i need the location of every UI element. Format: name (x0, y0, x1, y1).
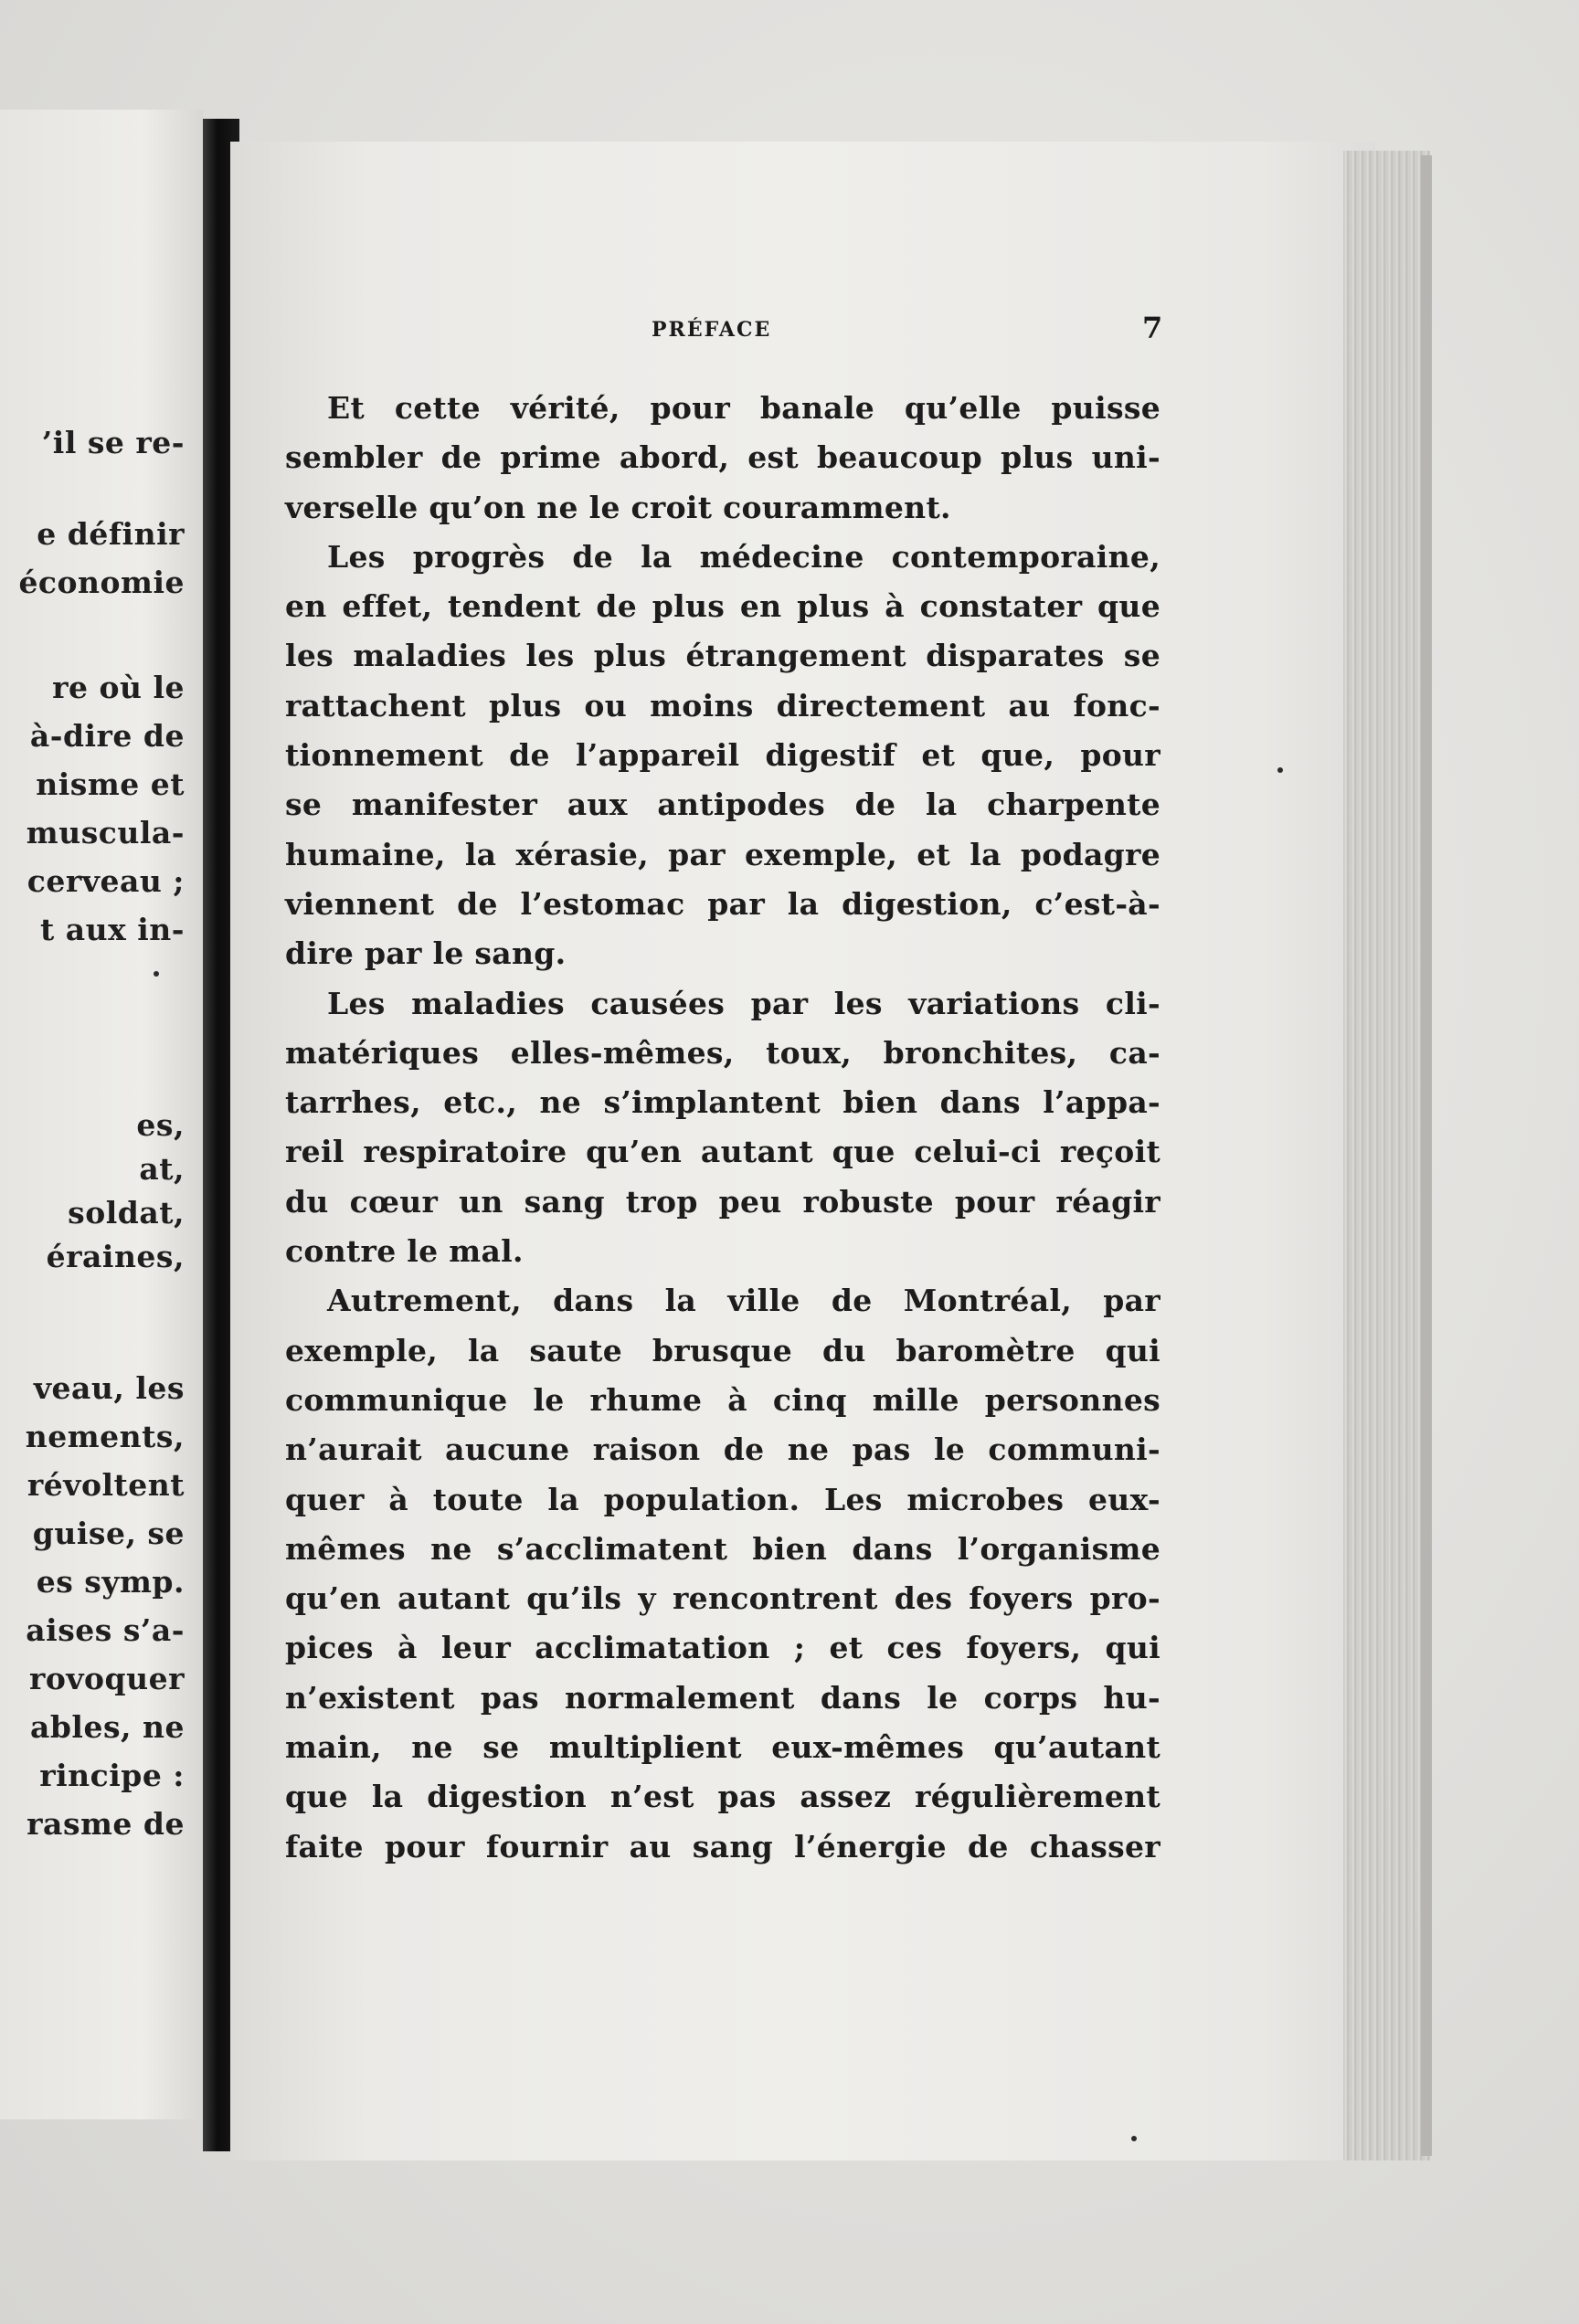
scan-speck (1277, 767, 1283, 773)
left-page-line: muscula- (26, 815, 185, 850)
left-page-line: révoltent (26, 1467, 185, 1503)
left-page-line: e définir (37, 516, 185, 552)
left-page-line: ’il se re- (41, 425, 185, 460)
page-edge-shadow (1421, 155, 1432, 2156)
scan-speck (1131, 2136, 1137, 2141)
text-line: que la digestion n’est pas assez régulièrement (285, 1779, 1160, 1815)
text-line: sembler de prime abord, est beaucoup plus uni- (285, 439, 1160, 476)
page-number: 7 (1142, 311, 1163, 345)
text-line: dire par le sang. (285, 935, 567, 972)
left-page-line: économie (18, 565, 185, 600)
left-page-line: re où le (52, 670, 185, 705)
left-page-line: es, (136, 1107, 185, 1143)
text-line: n’existent pas normalement dans le corps hu- (285, 1679, 1160, 1716)
left-page-line: rasme de (26, 1806, 185, 1842)
left-page-line: à-dire de (29, 718, 185, 754)
text-line: contre le mal. (285, 1233, 524, 1270)
left-page-line: ables, ne (29, 1709, 185, 1745)
left-page-line: soldat, (68, 1195, 185, 1231)
text-line: faite pour fournir au sang l’énergie de chasser (285, 1828, 1160, 1864)
text-line: Et cette vérité, pour banale qu’elle puisse (327, 390, 1160, 426)
text-line: n’aurait aucune raison de ne pas le communi- (285, 1431, 1160, 1468)
left-page-line: éraines, (46, 1239, 185, 1274)
left-page-line: veau, les (33, 1370, 185, 1406)
left-page-line: rovoquer (28, 1661, 185, 1696)
left-page-fragment (0, 110, 203, 2119)
left-page-line: aises s’a- (26, 1612, 185, 1648)
text-line: communique le rhume à cinq mille personnes (285, 1381, 1160, 1418)
left-page-line: rincipe : (39, 1758, 185, 1793)
text-line: qu’en autant qu’ils y rencontrent des foyers pro- (285, 1580, 1160, 1617)
text-line: matériques elles-mêmes, toux, bronchites, ca- (285, 1034, 1160, 1071)
text-line: pices à leur acclimatation ; et ces foyers, qui (285, 1630, 1160, 1666)
text-line: humaine, la xérasie, par exemple, et la podagre (285, 836, 1160, 872)
left-page-line: cerveau ; (26, 863, 185, 899)
text-line: viennent de l’estomac par la digestion, c’est-à- (285, 885, 1160, 922)
left-page-line: nements, (25, 1419, 185, 1454)
text-line: tionnement de l’appareil digestif et que, pour (285, 737, 1160, 774)
running-head: PRÉFACE (652, 318, 772, 342)
text-line: les maladies les plus étrangement disparates se (285, 638, 1160, 674)
text-line: tarrhes, etc., ne s’implantent bien dans l’appa- (285, 1084, 1160, 1121)
text-line: verselle qu’on ne le croit couramment. (285, 489, 951, 525)
text-line: en effet, tendent de plus en plus à constater que (285, 588, 1160, 625)
text-line: Autrement, dans la ville de Montréal, par (327, 1283, 1160, 1319)
text-line: main, ne se multiplient eux-mêmes qu’autant (285, 1729, 1160, 1766)
scan-speck (154, 971, 159, 977)
left-page-line: t aux in- (40, 912, 185, 947)
text-line: mêmes ne s’acclimatent bien dans l’organisme (285, 1530, 1160, 1567)
text-line: quer à toute la population. Les microbes eux- (285, 1481, 1160, 1517)
left-page-line: at, (139, 1151, 185, 1187)
text-line: reil respiratoire qu’en autant que celui-ci reçoit (285, 1134, 1160, 1170)
text-line: se manifester aux antipodes de la charpente (285, 787, 1160, 823)
left-page-line: guise, se (32, 1516, 185, 1551)
text-line: Les progrès de la médecine contemporaine, (327, 538, 1160, 575)
left-page-line: es symp. (36, 1564, 185, 1600)
text-line: rattachent plus ou moins directement au fonc- (285, 687, 1160, 724)
text-line: exemple, la saute brusque du baromètre qui (285, 1332, 1160, 1368)
text-line: Les maladies causées par les variations cli- (327, 985, 1160, 1021)
left-page-line: nisme et (36, 766, 185, 802)
text-line: du cœur un sang trop peu robuste pour réagir (285, 1183, 1160, 1220)
page-edges (1343, 151, 1430, 2160)
body-text (285, 384, 1160, 1872)
